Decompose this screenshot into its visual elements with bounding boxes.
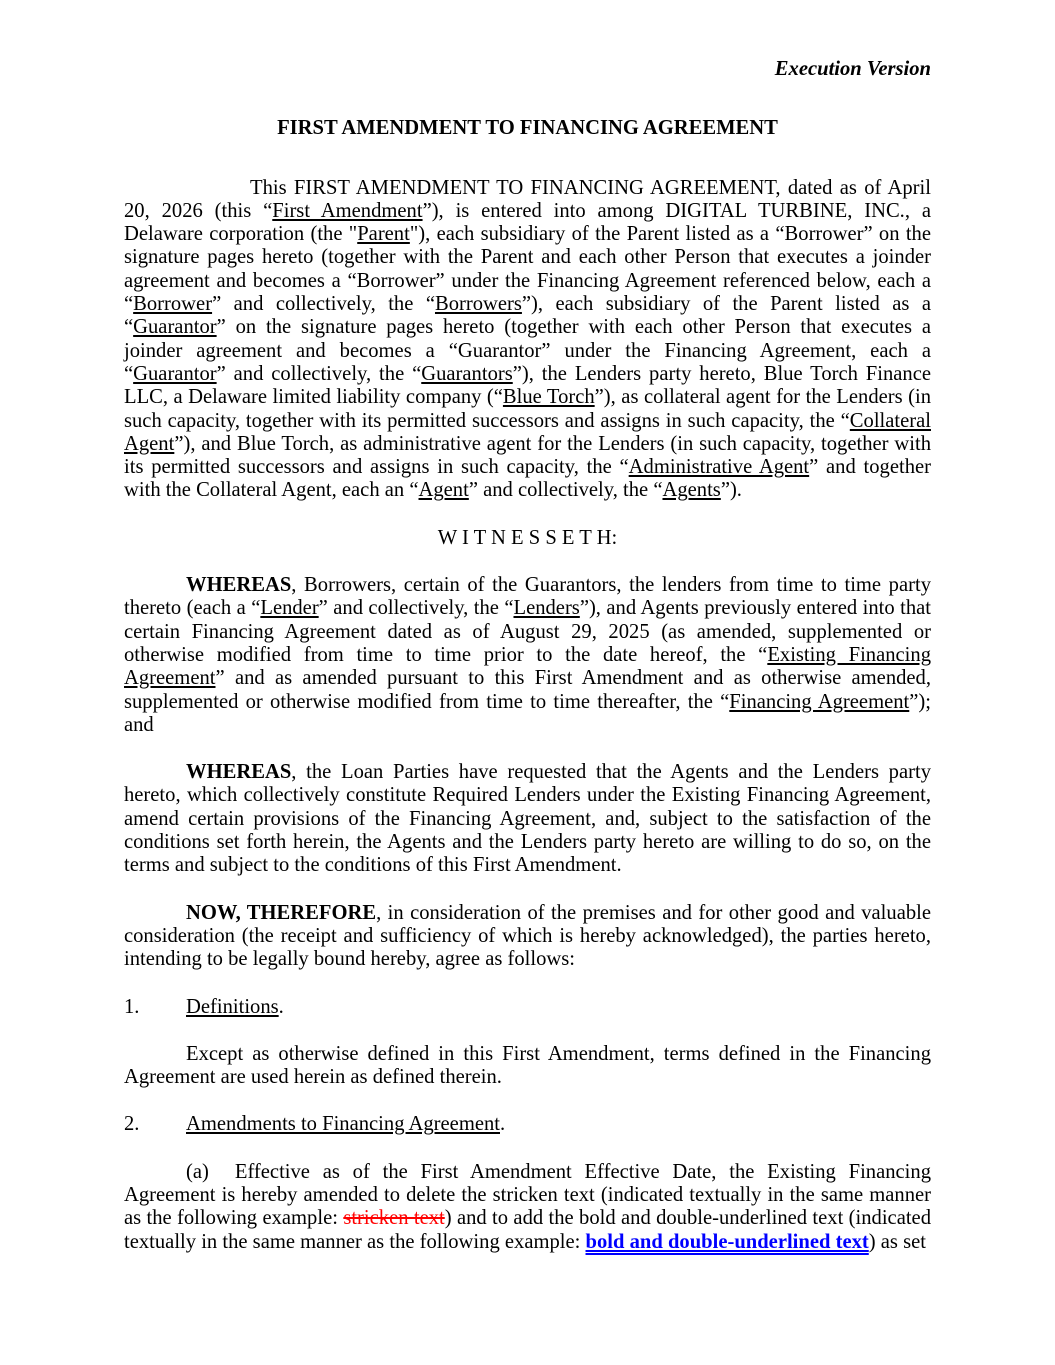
- witnesseth-heading: W I T N E S S E T H:: [437, 526, 618, 549]
- intro-paragraph: This FIRST AMENDMENT TO FINANCING AGREEMENT, dated as of April 20, 2026 (this “First Amendment”), is entered into among DIGITAL TURBINE, INC., a Delaware corporation (the "Parent"), each subsidiary of the Parent listed as a “Borrower” on the signature pages hereto (together with the Parent and each other Person that executes a joinder agreement and becomes a “Borrower” under the Financing Agreement referenced below, each a “Borrower” and collectively, the “Borrowers”), each subsidiary of the Parent listed as a “Guarantor” on the signature pages hereto (together with each other Person that executes a joinder agreement and becomes a “Guarantor” under the Financing Agreement, each a “Guarantor” and collectively, the “Guarantors”), the Lenders party hereto, Blue Torch Finance LLC, a Delaware limited liability company (“Blue Torch”), as collateral agent for the Lenders (in such capacity, together with its permitted successors and assigns in such capacity, the “Collateral Agent”), and Blue Torch, as administrative agent for the Lenders (in such capacity, together with its permitted successors and assigns in such capacity, the “Administrative Agent” and together with the Collateral Agent, each an “Agent” and collectively, the “Agents”).: [124, 176, 932, 502]
- definitions-body-paragraph: Except as otherwise defined in this First Amendment, terms defined in the Financing Agreement are used herein as defined therein.: [124, 1042, 931, 1089]
- execution-version-label: Execution Version: [774, 58, 931, 80]
- whereas-paragraph-1: WHEREAS, Borrowers, certain of the Guarantors, the lenders from time to time party thereto (each a “Lender” and collectively, the “Lenders”), and Agents previously entered into that certain Financing Agreement dated as of August 29, 2025 (as amended, supplemented or otherwise modified from time to time prior to the date hereof, the “Existing Financing Agreement” and as amended pursuant to this First Amendment and as otherwise amended, supplemented or otherwise modified from time to time thereafter, the “Financing Agreement”); and: [124, 574, 932, 736]
- amendment-paragraph-a: (a) Effective as of the First Amendment Effective Date, the Existing Financing Agreement is hereby amended to delete the stricken text (indicated textually in the same manner as the following example: stricken text) and to add the bold and double-underlined text (indicated textually in the same manner as the following example: bold and double-underlined text) as set: [124, 1160, 931, 1253]
- document-title: FIRST AMENDMENT TO FINANCING AGREEMENT: [277, 117, 778, 140]
- section-1-heading: 1. Definitions.: [124, 995, 284, 1018]
- whereas-paragraph-2: WHEREAS, the Loan Parties have requested that the Agents and the Lenders party hereto, which collectively constitute Required Lenders under the Existing Financing Agreement, amend certain provisions of the Financing Agreement, and, subject to the satisfaction of the conditions set forth herein, the Agents and the Lenders party hereto are willing to do so, on the terms and subject to the conditions of this First Amendment.: [124, 761, 931, 877]
- section-2-heading: 2. Amendments to Financing Agreement.: [124, 1113, 506, 1136]
- now-therefore-paragraph: NOW, THEREFORE, in consideration of the premises and for other good and valuable consideration (the receipt and sufficiency of which is hereby acknowledged), the parties hereto, intending to be legally bound hereby, agree as follows:: [124, 901, 931, 971]
